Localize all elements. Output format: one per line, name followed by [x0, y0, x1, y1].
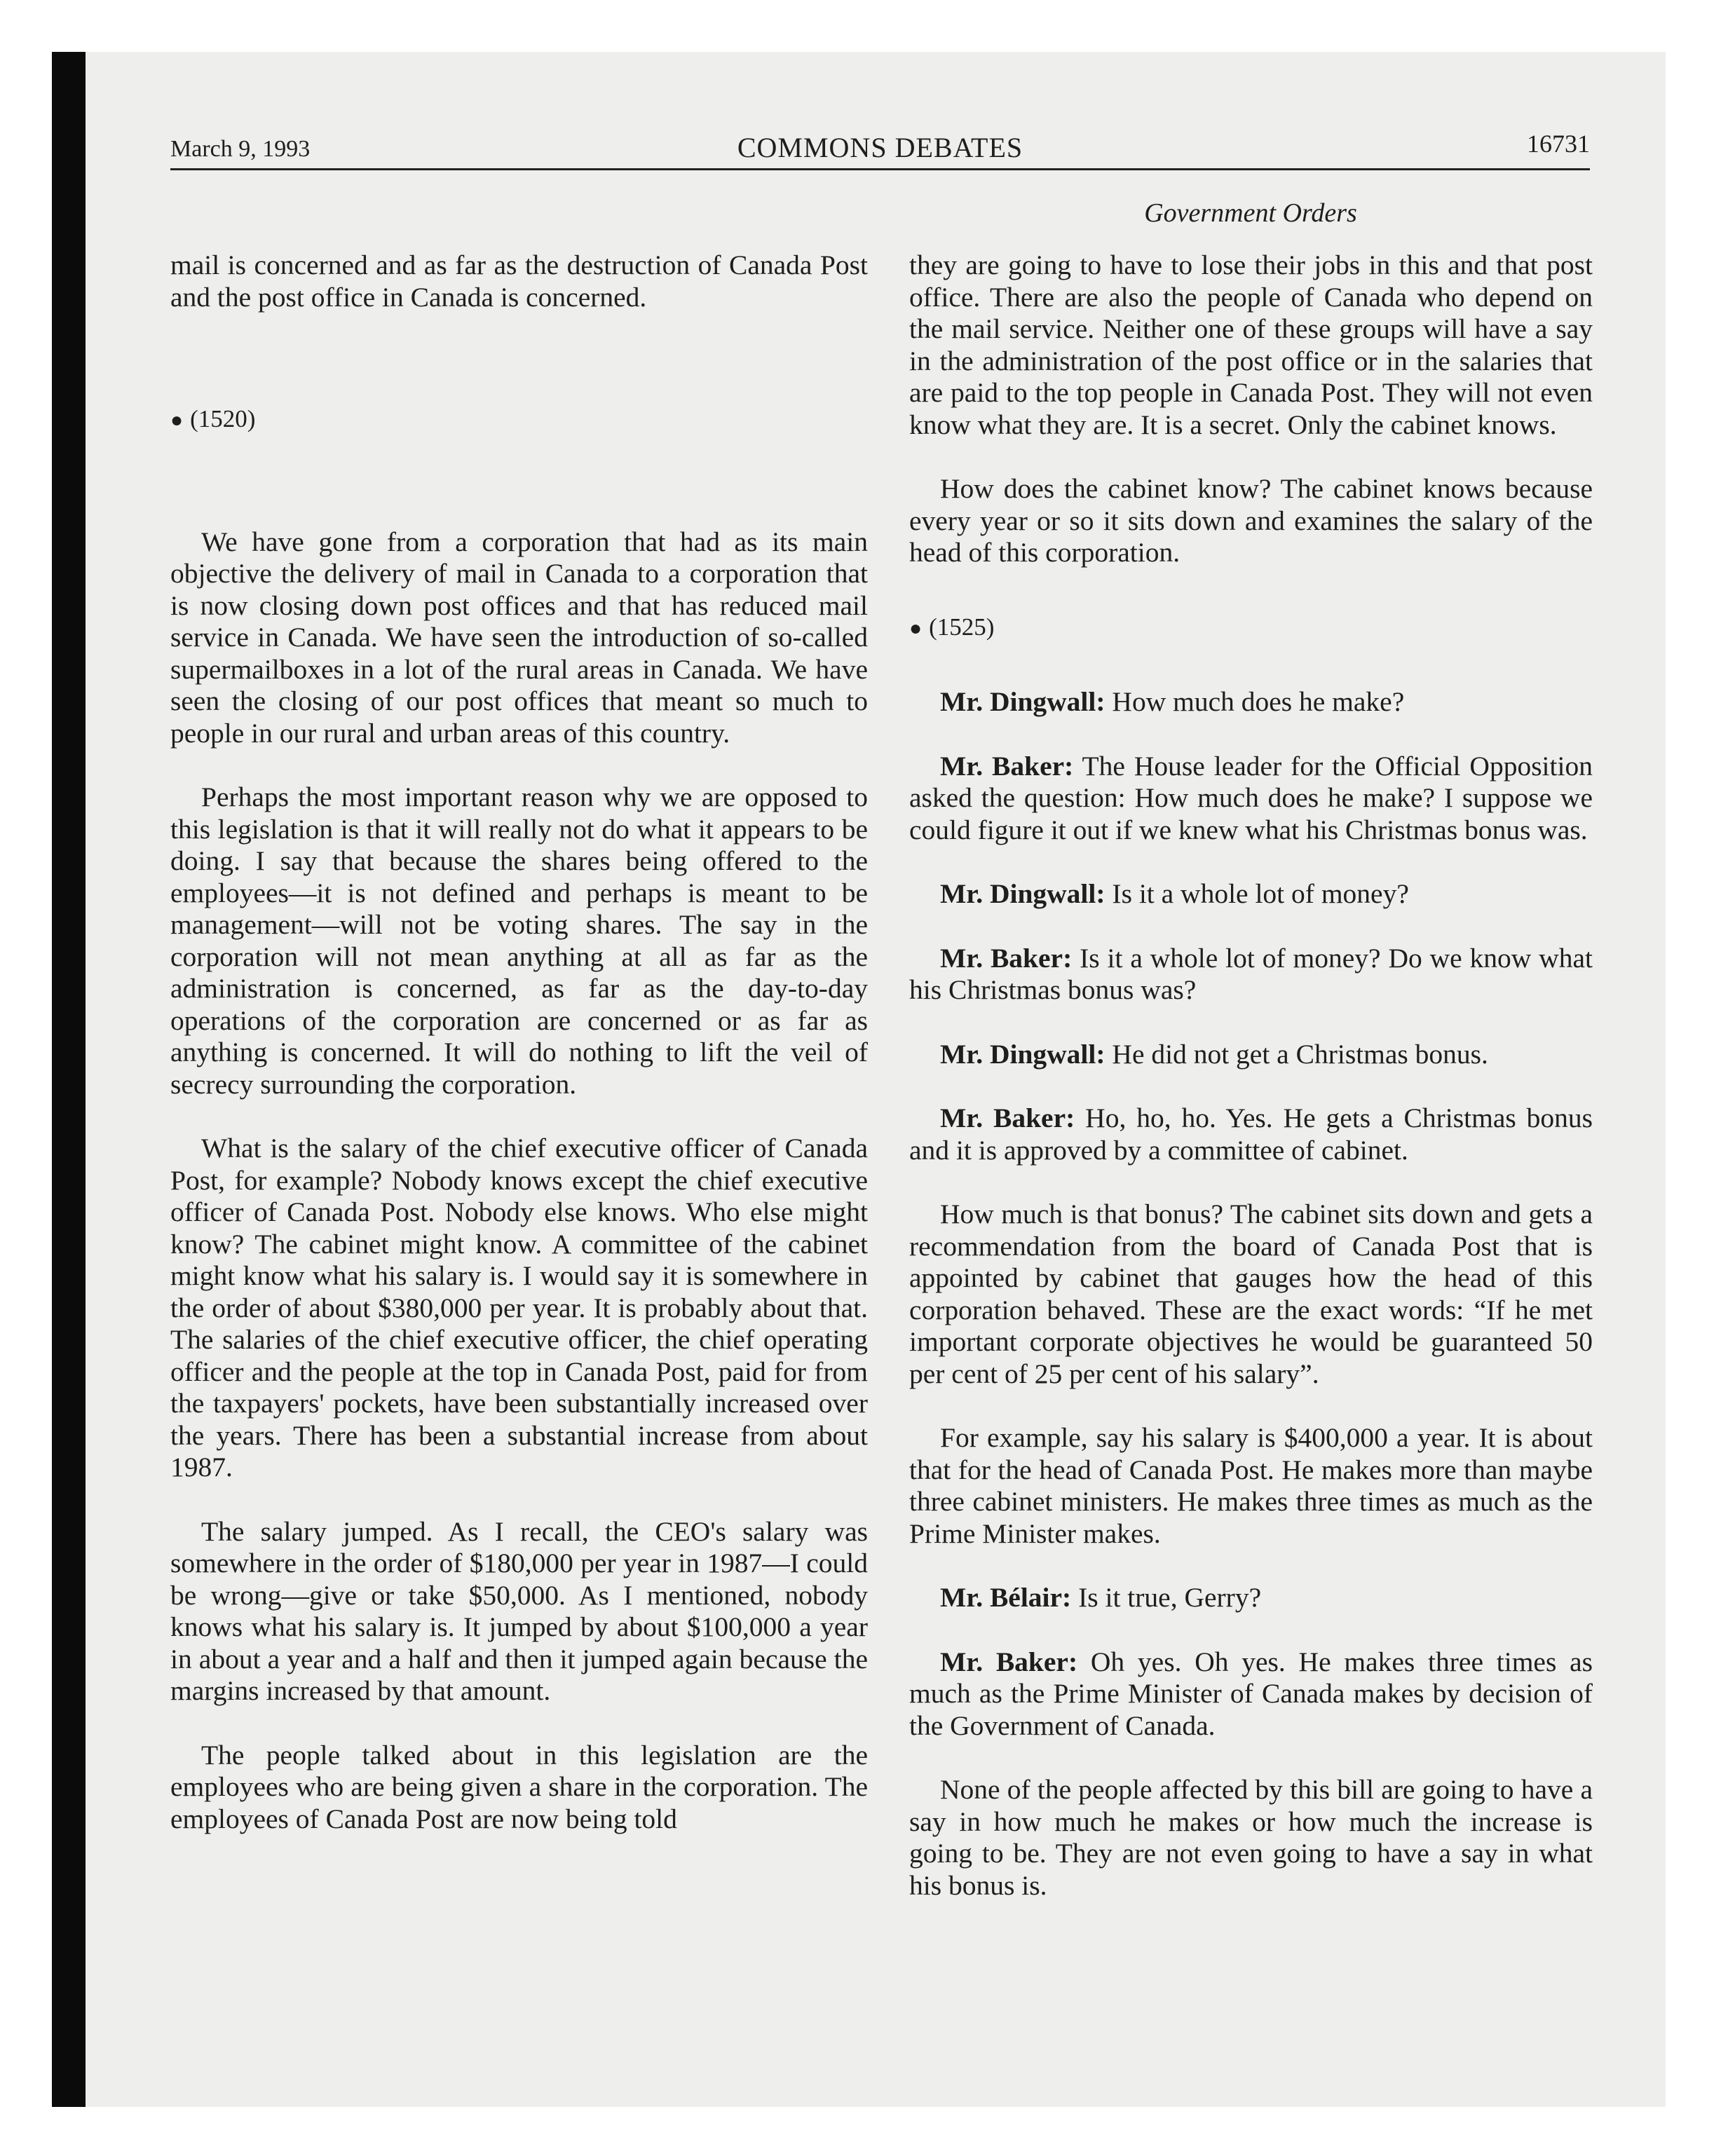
paragraph: For example, say his salary is $400,000 a year. It is about that for the head of Canada Post. He makes more than maybe three cabinet ministers. He makes three times as much as the Prime Minister makes.: [909, 1422, 1593, 1549]
section-heading: Government Orders: [1144, 198, 1357, 228]
speech-text: Is it a whole lot of money? Do we know what his Christmas bonus was?: [909, 942, 1593, 1005]
speech-text: The House leader for the Official Opposition asked the question: How much does he make? I suppose we could figure it out if we knew what his Christmas bonus was.: [909, 750, 1593, 845]
speech: [909, 686, 1593, 718]
paragraph: The salary jumped. As I recall, the CEO's salary was somewhere in the order of $180,000 per year in 1987—I could be wrong—give or take $50,000. As I mentioned, nobody knows what his salary is. It jumped by about $100,000 a year in about a year and a half and then it jumped again because the margins increased by that amount.: [170, 1515, 868, 1706]
paragraph: Perhaps the most important reason why we are opposed to this legislation is that it will really not do what it appears to be doing. I say that because the shares being offered to the employees—it is not defined and perhaps is meant to be management—will not be voting shares. The say in the corporation will not mean anything at all as far as the administration is concerned, as far as the day-to-day operations of the corporation are concerned or as far as anything is concerned. It will do nothing to lift the veil of secrecy surrounding the corporation.: [170, 782, 868, 1100]
paragraph: The people talked about in this legislation are the employees who are being given a share in the corporation. The employees of Canada Post are now being told: [170, 1739, 868, 1834]
speech: [909, 751, 1593, 847]
time-label: (1525): [929, 613, 995, 641]
speaker-name: Mr. Baker:: [940, 1646, 1078, 1677]
speaker-name: Mr. Dingwall:: [940, 1038, 1105, 1070]
paragraph: they are going to have to lose their jobs in this and that post office. There are also the people of Canada who depend on the mail service. Neither one of these groups will have a say in the administration of the post office or in the salaries that are paid to the top people in Canada Post. They will not even know what they are. It is a secret. Only the cabinet knows.: [909, 250, 1593, 440]
paragraph: mail is concerned and as far as the destruction of Canada Post and the post office in Canada is concerned.: [170, 250, 868, 313]
speech: [909, 1646, 1593, 1742]
time-marker: [170, 403, 868, 437]
page-number: 16731: [1527, 130, 1590, 158]
time-marker: [909, 611, 1593, 645]
paragraph: None of the people affected by this bill are going to have a say in how much he makes or how much the increase is going to be. They are not even going to have a say in what his bonus is.: [909, 1774, 1593, 1901]
bullet-icon: ●: [909, 616, 923, 640]
speech-text: Is it a whole lot of money?: [1112, 878, 1409, 909]
right-column: [909, 250, 1593, 1934]
speech-text: How much does he make?: [1112, 686, 1405, 717]
speech: [909, 1103, 1593, 1166]
speaker-name: Mr. Dingwall:: [940, 686, 1105, 717]
speaker-name: Mr. Baker:: [940, 1103, 1075, 1133]
bullet-icon: ●: [170, 409, 184, 432]
header-title: COMMONS DEBATES: [737, 132, 1023, 163]
speaker-name: Mr. Dingwall:: [940, 878, 1105, 909]
speech: [909, 878, 1593, 910]
paragraph: How much is that bonus? The cabinet sits down and gets a recommendation from the board of Canada Post that is appointed by cabinet that gauges how the head of this corporation behaved. These are the exact words: “If he met important corporate objectives he would be guaranteed 50 per cent of 25 per cent of his salary”.: [909, 1199, 1593, 1389]
header-date: March 9, 1993: [170, 136, 311, 162]
speech-text: Oh yes. Oh yes. He makes three times as much as the Prime Minister of Canada makes by decision of the Government of Canada.: [909, 1646, 1593, 1741]
speech-text: He did not get a Christmas bonus.: [1112, 1038, 1488, 1070]
paragraph: What is the salary of the chief executive officer of Canada Post, for example? Nobody knows except the chief executive officer of Canada Post. Nobody else knows. Who else might know? The cabinet might know. A committee of the cabinet might know what his salary is. I would say it is somewhere in the order of about $380,000 per year. It is probably about that. The salaries of the chief executive officer, the chief operating officer and the people at the top in Canada Post, paid for from the taxpayers' pockets, have been substantially increased over the years. There has been a substantial increase from about 1987.: [170, 1133, 868, 1482]
speech: [909, 943, 1593, 1007]
speaker-name: Mr. Bélair:: [940, 1582, 1072, 1613]
speech-text: Ho, ho, ho. Yes. He gets a Christmas bonus and it is approved by a committee of cabinet.: [909, 1103, 1593, 1166]
left-column: [170, 250, 868, 1867]
paragraph: We have gone from a corporation that had as its main objective the delivery of mail in Canada to a corporation that is now closing down post offices and that has reduced mail service in Canada. We have seen the introduction of so-called supermailboxes in a lot of the rural areas in Canada. We have seen the closing of our post offices that meant so much to people in our rural and urban areas of this country.: [170, 526, 868, 749]
speech: [909, 1039, 1593, 1071]
binding-edge: [52, 52, 86, 2107]
speaker-name: Mr. Baker:: [940, 942, 1073, 974]
time-label: (1520): [190, 405, 256, 432]
page-header: [170, 119, 1590, 170]
speech: [909, 1582, 1593, 1614]
speaker-name: Mr. Baker:: [940, 750, 1074, 782]
paragraph: How does the cabinet know? The cabinet knows because every year or so it sits down and examines the salary of the head of this corporation.: [909, 473, 1593, 568]
speech-text: Is it true, Gerry?: [1078, 1582, 1262, 1613]
